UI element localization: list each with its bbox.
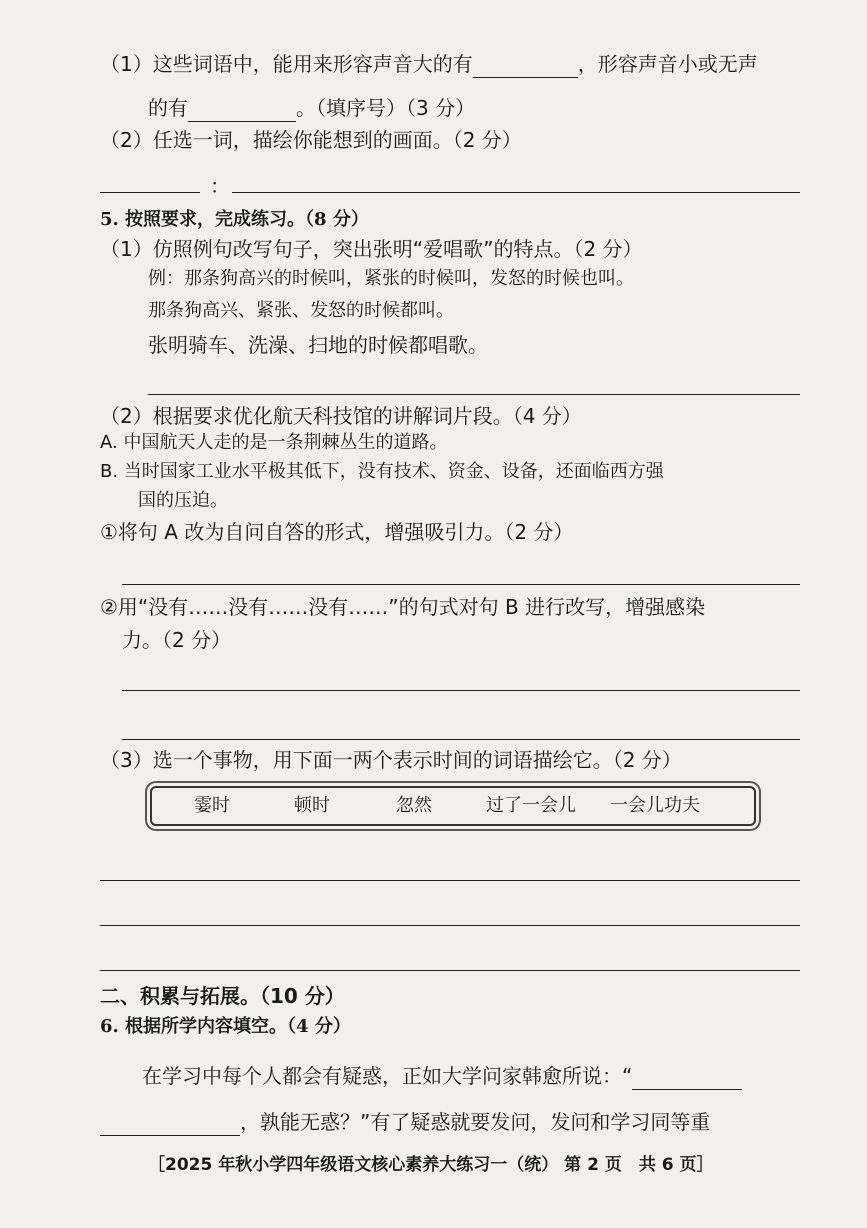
q5-sub2: （2）根据要求优化航天科技馆的讲解词片段。（4 分） [100,404,582,428]
answer-line-describe-3[interactable] [100,970,800,971]
answer-line-describe-1[interactable] [100,880,800,881]
q4-sub1-text-b: ，形容声音小或无声 [577,52,758,76]
task-1: ①将句 A 改为自问自答的形式，增强吸引力。（2 分） [100,520,574,544]
q5-sub1: （1）仿照例句改写句子，突出张明“爱唱歌”的特点。（2 分） [100,237,643,261]
answer-line-rewrite[interactable] [148,394,800,395]
blank-quote-start[interactable] [100,1113,240,1136]
q4-sub1-text-c: 的有 [148,96,188,120]
q5-sub3: （3）选一个事物，用下面一两个表示时间的词语描绘它。（2 分） [100,748,682,772]
time-word: 霎时 [194,795,230,816]
q5-title: 5. 按照要求，完成练习。（8 分） [100,209,369,230]
answer-line-scene[interactable] [232,192,800,193]
fill-text-2: ，孰能无惑？”有了疑惑就要发问，发问和学习同等重 [240,1110,711,1134]
q4-sub2: （2）任选一词，描绘你能想到的画面。（2 分） [100,128,522,152]
sentence-a: A. 中国航天人走的是一条荆棘丛生的道路。 [100,432,448,453]
page-footer: ［2025 年秋小学四年级语文核心素养大练习一（统） 第 2 页 共 6 页］ [148,1155,714,1175]
answer-line-task2-b[interactable] [122,739,800,740]
fill-line-2 [100,1108,710,1136]
time-word-box [150,786,756,826]
answer-line-task1[interactable] [122,584,800,585]
fill-line-1 [142,1062,742,1090]
time-word: 一会儿功夫 [610,795,700,816]
time-word: 顿时 [294,795,330,816]
example-sentence-2: 那条狗高兴、紧张、发怒的时候都叫。 [148,300,454,321]
part2-title: 二、积累与拓展。（10 分） [100,984,345,1008]
sentence-b-line2: 国的压迫。 [138,490,228,511]
fill-text-1: 在学习中每个人都会有疑惑，正如大学问家韩愈所说：“ [142,1064,633,1088]
blank-loud-answer[interactable] [473,55,578,78]
task-2-line2: 力。（2 分） [122,628,232,652]
time-word: 忽然 [396,795,432,816]
q6-title: 6. 根据所学内容填空。（4 分） [100,1016,351,1037]
q4-sub1-text-a: （1）这些词语中，能用来形容声音大的有 [100,52,473,76]
colon: ： [210,174,230,198]
blank-quote[interactable] [632,1067,742,1090]
time-word: 过了一会儿 [486,795,576,816]
task-2-line1: ②用“没有……没有……没有……”的句式对句 B 进行改写，增强感染 [100,595,706,619]
prompt-sentence: 张明骑车、洗澡、扫地的时候都唱歌。 [148,333,488,357]
q4-sub1-line1 [100,50,758,78]
q4-sub1-line2 [148,94,475,122]
q4-sub1-text-d: 。（填序号）（3 分） [296,96,476,120]
sentence-b-line1: B. 当时国家工业水平极其低下，没有技术、资金、设备，还面临西方强 [100,461,664,482]
blank-quiet-answer[interactable] [188,99,296,122]
answer-line-task2-a[interactable] [122,690,800,691]
answer-line-describe-2[interactable] [100,925,800,926]
blank-chosen-word[interactable] [100,192,200,193]
example-sentence-1: 例：那条狗高兴的时候叫，紧张的时候叫，发怒的时候也叫。 [148,268,634,289]
